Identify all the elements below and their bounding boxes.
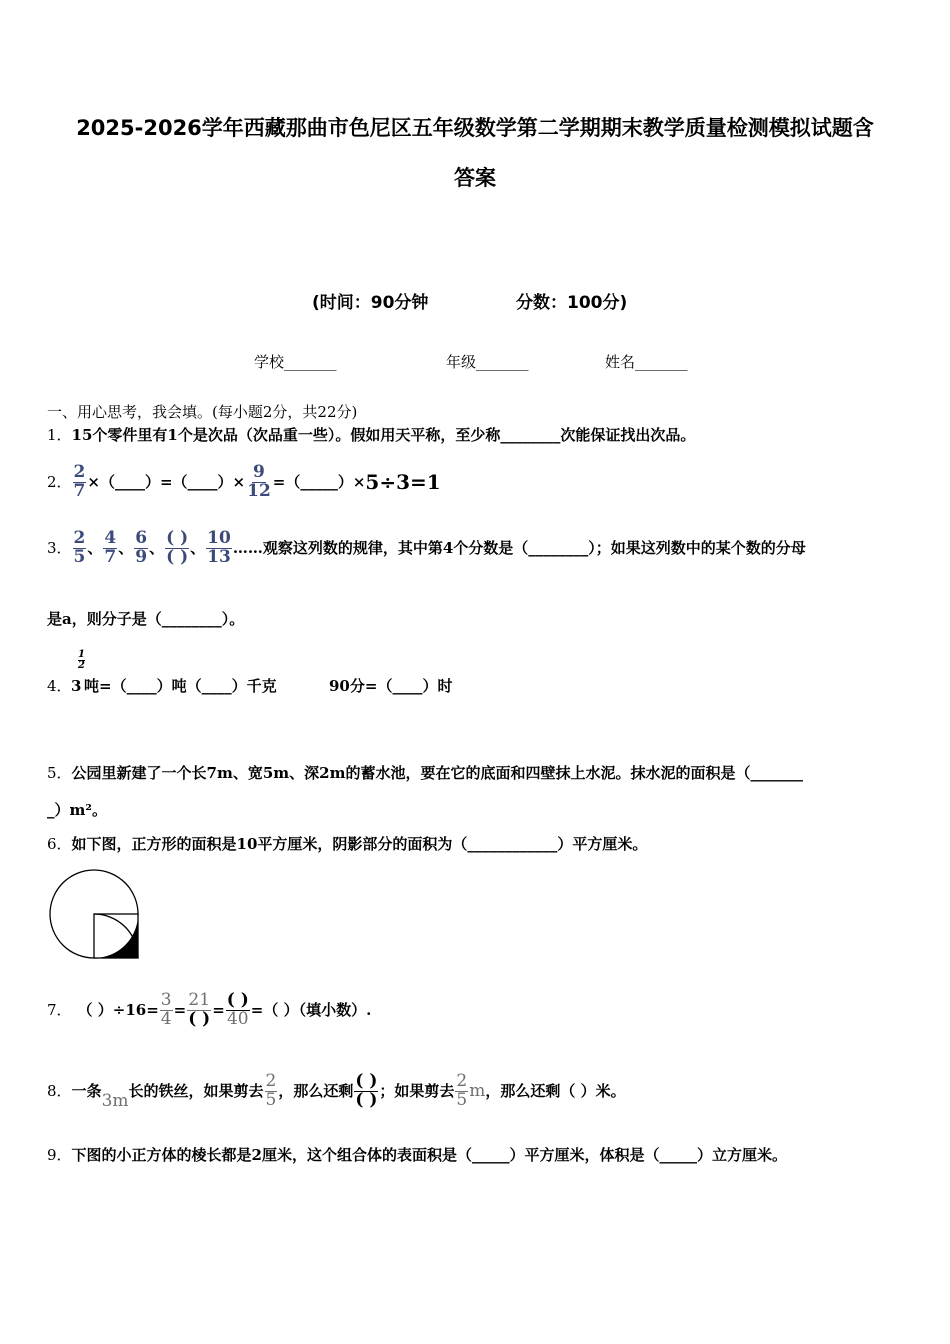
- fraction: 2 5: [265, 1070, 277, 1110]
- question-3: [47, 523, 806, 573]
- unit: m: [469, 1081, 486, 1101]
- question-9: [47, 1145, 787, 1165]
- fraction: 4 7: [104, 527, 117, 567]
- question-text: =（_____）×: [272, 473, 366, 491]
- question-text: ……观察这列数的规律，其中第4个分数是（________）；如果这列数中的某个数的分母: [232, 539, 806, 557]
- question-7: [47, 980, 371, 1040]
- question-5-continued: _）m²。: [47, 801, 107, 819]
- question-number: 1．: [47, 426, 72, 444]
- question-3-continued: 是a，则分子是（________）。: [47, 610, 245, 628]
- separator: 、: [87, 539, 103, 557]
- equals: =: [173, 1001, 187, 1019]
- name-field: 姓名_______: [605, 353, 688, 371]
- equals: =: [212, 1001, 225, 1019]
- fraction: 10 13: [207, 527, 231, 567]
- length-value: 3m: [101, 1091, 129, 1111]
- question-6: [47, 834, 647, 854]
- fraction-blank: ( ) ( ): [355, 1070, 378, 1110]
- question-number: 8．: [47, 1082, 72, 1100]
- fraction-blank: ( ) ( ): [166, 527, 189, 567]
- question-text: 下图的小正方体的棱长都是2厘米，这个组合体的表面积是（_____）平方厘米，体积是（_____）立方厘米。: [71, 1146, 787, 1164]
- fraction: $\frac{3}{4}$: [160, 989, 172, 1029]
- question-text: 一条: [71, 1082, 102, 1100]
- score-label: 分数：100分): [516, 293, 628, 313]
- question-text: 公园里新建了一个长7m、宽5m、深2m的蓄水池，要在它的底面和四壁抹上水泥。抹水泥的面积是（_______: [71, 764, 803, 782]
- fraction: $\frac{2}{7}$: [73, 461, 86, 501]
- question-text: ；如果剪去: [379, 1082, 455, 1100]
- question-text: ×（____）=（____）×: [87, 473, 246, 491]
- question-text: 15个零件里有1个是次品（次品重一些）。假如用天平称，至少称________次能保证找出次品。: [71, 426, 696, 444]
- question-2: [47, 456, 441, 508]
- question-text: ，那么还剩（ ）米。: [485, 1082, 626, 1100]
- question-text: 90分=（____）时: [329, 677, 453, 695]
- mixed-fraction: 1 2: [78, 649, 85, 671]
- grade-field: 年级_______: [446, 353, 529, 371]
- fraction: 6 9: [135, 527, 148, 567]
- time-label: (时间：90分钟: [312, 293, 429, 313]
- question-text: =（ ）（填小数）.: [250, 1001, 372, 1019]
- exam-title: 2025-2026学年西藏那曲市色尼区五年级数学第二学期期末教学质量检测模拟试题含: [76, 116, 874, 140]
- fraction-blank: 21 ( ): [188, 989, 211, 1029]
- question-number: 5．: [47, 764, 72, 782]
- separator: 、: [118, 539, 134, 557]
- mixed-whole: 3: [71, 677, 82, 695]
- fraction: $\frac{9}{12}$: [247, 461, 271, 501]
- fraction-blank: ( ) 40: [226, 989, 249, 1029]
- separator: 、: [149, 539, 165, 557]
- school-field: 学校_______: [254, 353, 337, 371]
- question-number: 9．: [47, 1146, 72, 1164]
- question-number: 3．: [47, 539, 72, 557]
- question-text: 如下图，正方形的面积是10平方厘米，阴影部分的面积为（____________）平方厘米。: [71, 835, 648, 853]
- question-number: 6．: [47, 835, 72, 853]
- question-number: 7．: [47, 1001, 72, 1019]
- question-text: 长的铁丝，如果剪去: [128, 1082, 264, 1100]
- section-heading: 一、用心思考，我会填。(每小题2分，共22分): [47, 403, 358, 421]
- question-text: ，那么还剩: [278, 1082, 354, 1100]
- question-5: [47, 763, 803, 783]
- separator: 、: [190, 539, 206, 557]
- question-number: 2．: [47, 473, 72, 491]
- question-1: [47, 425, 695, 445]
- question-8: [47, 1058, 626, 1124]
- question-text: （ ）÷16=: [77, 1001, 159, 1019]
- question-text: 吨=（____）吨（____）千克: [84, 677, 277, 695]
- exam-title-line2: 答案: [454, 166, 496, 190]
- question-text: 5÷3=1: [365, 470, 441, 494]
- fraction: 2 5: [73, 527, 86, 567]
- circle-square-figure: [48, 869, 142, 961]
- fraction: 2 5: [456, 1070, 468, 1110]
- question-number: 4．: [47, 677, 72, 695]
